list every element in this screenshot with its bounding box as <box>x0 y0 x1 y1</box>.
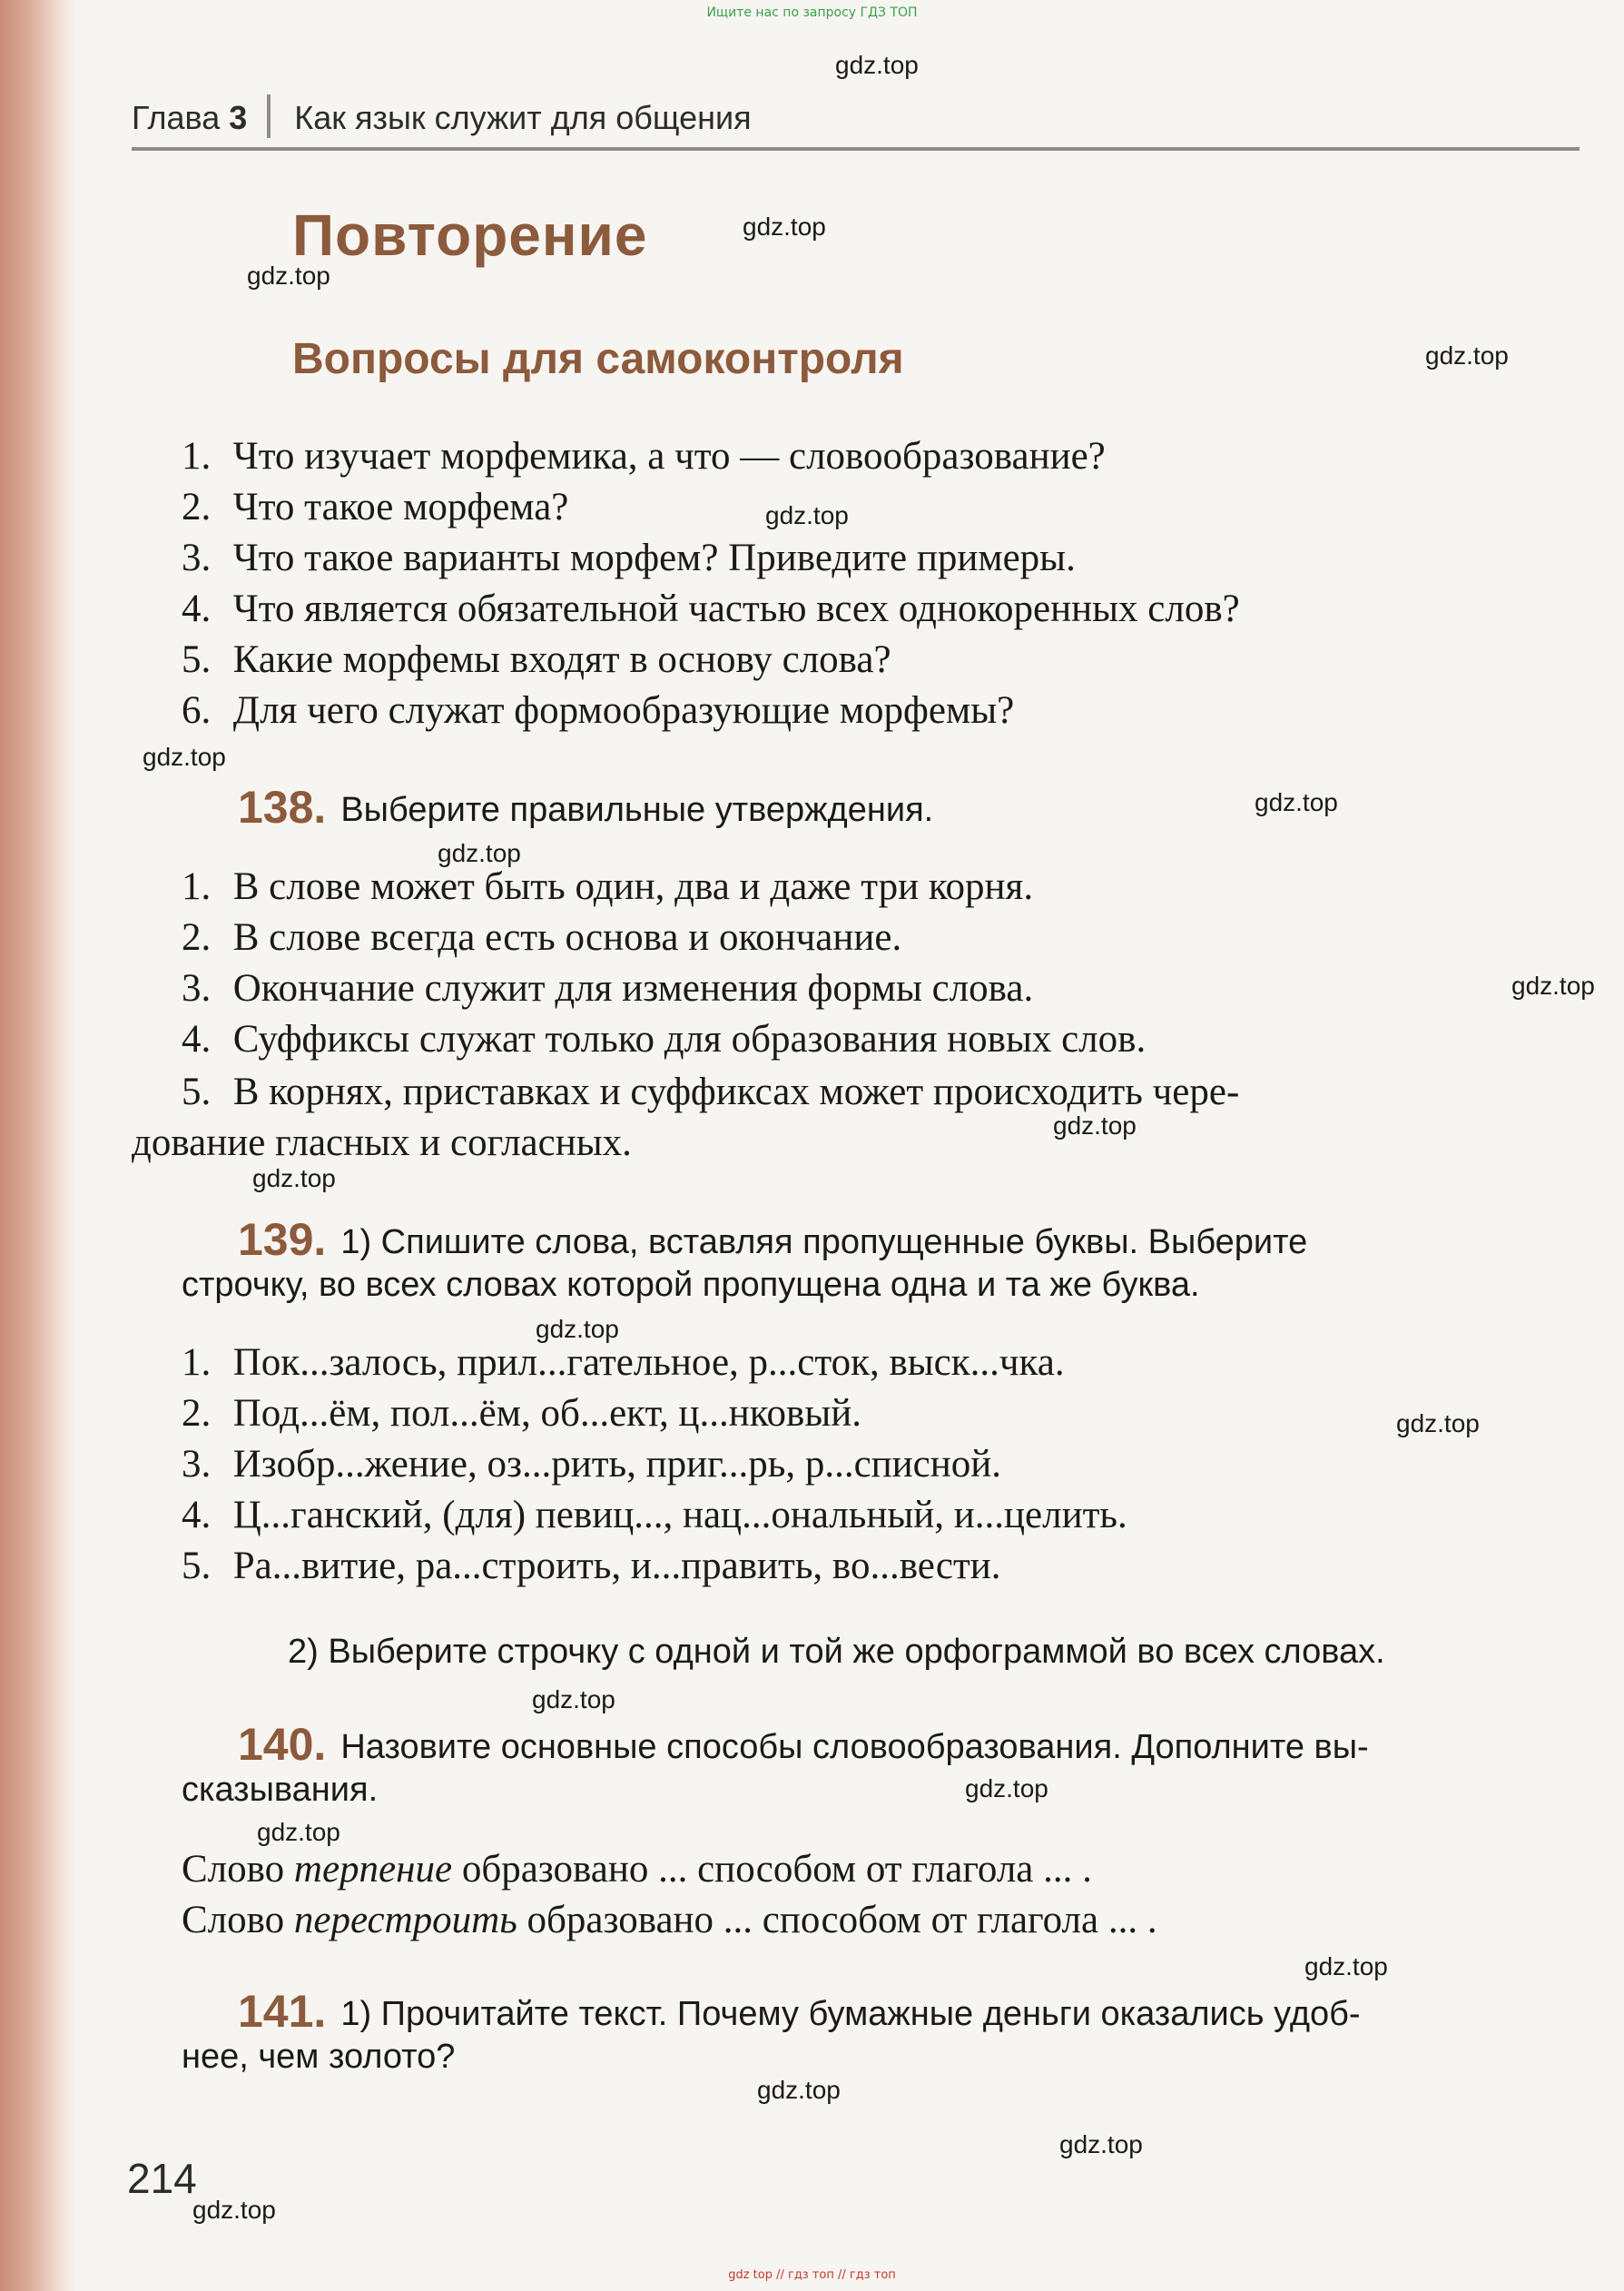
statement-continuation: дование гласных и согласных. <box>132 1121 632 1164</box>
word-row-number: 4. <box>182 1494 212 1536</box>
section-title: Повторение <box>292 202 648 268</box>
watermark: gdz.top <box>532 1685 615 1713</box>
watermark: gdz.top <box>247 262 330 290</box>
statement-number: 3. <box>182 967 212 1010</box>
exercise-number: 140. <box>238 1719 327 1770</box>
sentence-end: образовано ... способом от глагола ... . <box>461 1848 1092 1891</box>
word-row-text: Под...ём, пол...ём, об...ект, ц...нковый. <box>232 1392 861 1435</box>
question-item <box>182 587 1240 631</box>
statement-text: Суффиксы служат только для образования новых слов. <box>232 1018 1147 1061</box>
exercise-139-task-continued: строчку, во всех словах которой пропущена одна и та же буква. <box>182 1266 1200 1304</box>
word-row-text: Ц...ганский, (для) певиц..., нац...ональный, и...целить. <box>232 1494 1127 1536</box>
exercise-139-task <box>238 1213 1307 1266</box>
watermark: gdz.top <box>1511 972 1595 1000</box>
question-text: Что изучает морфемика, а что — словообразование? <box>232 435 1106 478</box>
statement-item <box>182 1070 1239 1114</box>
watermark: gdz.top <box>757 2076 841 2104</box>
chapter-header <box>132 94 1580 151</box>
watermark: gdz.top <box>765 501 849 529</box>
watermark: gdz.top <box>143 743 226 771</box>
statement-item <box>182 966 1033 1011</box>
watermark: gdz.top <box>1396 1409 1480 1437</box>
word-row <box>182 1544 1001 1588</box>
statement-item <box>182 1017 1146 1062</box>
statement-number: 4. <box>182 1018 212 1061</box>
watermark: gdz.top <box>257 1818 340 1846</box>
watermark: gdz.top <box>252 1164 336 1192</box>
question-text: Какие морфемы входят в основу слова? <box>232 638 891 681</box>
watermark: gdz.top <box>835 51 919 79</box>
statement-text: Окончание служит для изменения формы слова. <box>232 967 1034 1010</box>
watermark: gdz.top <box>1059 2130 1143 2158</box>
exercise-139-task-2: 2) Выберите строчку с одной и той же орфограммой во всех словах. <box>288 1633 1385 1671</box>
sentence-word: перестроить <box>293 1899 517 1941</box>
page-number: 214 <box>127 2155 197 2202</box>
question-text: Для чего служат формообразующие морфемы? <box>232 689 1015 732</box>
statement-text: В слове может быть один, два и даже три корня. <box>232 865 1034 908</box>
word-row-number: 2. <box>182 1392 212 1435</box>
exercise-number: 139. <box>238 1214 327 1265</box>
question-number: 4. <box>182 588 212 630</box>
header-divider <box>267 94 271 138</box>
exercise-number: 138. <box>238 782 327 833</box>
watermark: gdz.top <box>1053 1111 1137 1140</box>
statement-number: 1. <box>182 865 212 908</box>
exercise-141-task-continued: нее, чем золото? <box>182 2038 456 2076</box>
question-text: Что такое морфема? <box>232 486 569 528</box>
question-item <box>182 485 568 529</box>
question-number: 3. <box>182 537 212 579</box>
chapter-title: Как язык служит для общения <box>294 99 752 136</box>
statement-number: 5. <box>182 1071 212 1113</box>
sentence-end: образовано ... способом от глагола ... . <box>527 1899 1157 1941</box>
word-row-number: 5. <box>182 1545 212 1587</box>
word-row <box>182 1442 1001 1486</box>
statement-item <box>182 864 1033 909</box>
question-number: 1. <box>182 435 212 478</box>
watermark: gdz.top <box>1304 1952 1388 1980</box>
sentence-start: Слово <box>182 1848 285 1891</box>
watermark: gdz.top <box>965 1774 1048 1802</box>
sentence-word: терпение <box>293 1848 453 1891</box>
exercise-number: 141. <box>238 1986 327 2037</box>
sentence-start: Слово <box>182 1899 285 1941</box>
statement-text: В слове всегда есть основа и окончание. <box>232 916 902 959</box>
exercise-140-task <box>238 1718 1369 1771</box>
completion-sentence <box>182 1847 1092 1891</box>
watermark: gdz.top <box>536 1315 619 1343</box>
question-item <box>182 434 1106 479</box>
word-row <box>182 1391 861 1436</box>
question-number: 2. <box>182 486 212 528</box>
question-text: Что такое варианты морфем? Приведите примеры. <box>232 537 1076 579</box>
exercise-task-text: Назовите основные способы словообразования. Дополните вы- <box>340 1728 1369 1766</box>
question-number: 6. <box>182 689 212 732</box>
question-text: Что является обязательной частью всех однокоренных слов? <box>232 588 1240 630</box>
word-row <box>182 1340 1065 1385</box>
watermark: gdz.top <box>1255 788 1338 816</box>
exercise-task-text: Выберите правильные утверждения. <box>340 791 934 829</box>
question-number: 5. <box>182 638 212 681</box>
watermark: gdz.top <box>743 212 826 241</box>
word-row-text: Пок...залось, прил...гательное, р...сток, выск...чка. <box>232 1341 1065 1384</box>
bottom-banner[interactable]: gdz top // гдз топ // гдз топ <box>728 2268 896 2282</box>
top-banner[interactable]: Ищите нас по запросу ГДЗ ТОП <box>706 5 918 20</box>
exercise-140-task-continued: сказывания. <box>182 1771 379 1809</box>
chapter-number: 3 <box>229 99 248 136</box>
watermark: gdz.top <box>438 839 521 867</box>
word-row-text: Ра...витие, ра...строить, и...править, во...вести. <box>232 1545 1001 1587</box>
exercise-138-task <box>238 781 933 834</box>
chapter-word: Глава <box>132 99 221 136</box>
word-row-text: Изобр...жение, оз...рить, приг...рь, р...списной. <box>232 1443 1002 1486</box>
exercise-task-text: 1) Спишите слова, вставляя пропущенные буквы. Выберите <box>340 1223 1308 1261</box>
subsection-title: Вопросы для самоконтроля <box>292 335 904 383</box>
completion-sentence <box>182 1898 1157 1942</box>
word-row-number: 3. <box>182 1443 212 1486</box>
exercise-141-task <box>238 1985 1361 2038</box>
exercise-task-text: 1) Прочитайте текст. Почему бумажные деньги оказались удоб- <box>340 1995 1361 2033</box>
question-item <box>182 637 891 682</box>
question-item <box>182 536 1076 580</box>
statement-text: В корнях, приставках и суффиксах может происходить чере- <box>232 1071 1240 1113</box>
watermark: gdz.top <box>192 2196 276 2224</box>
watermark: gdz.top <box>1425 341 1509 370</box>
word-row <box>182 1493 1127 1537</box>
statement-number: 2. <box>182 916 212 959</box>
chapter-label <box>132 99 247 137</box>
question-item <box>182 688 1014 733</box>
statement-item <box>182 915 901 960</box>
word-row-number: 1. <box>182 1341 212 1384</box>
